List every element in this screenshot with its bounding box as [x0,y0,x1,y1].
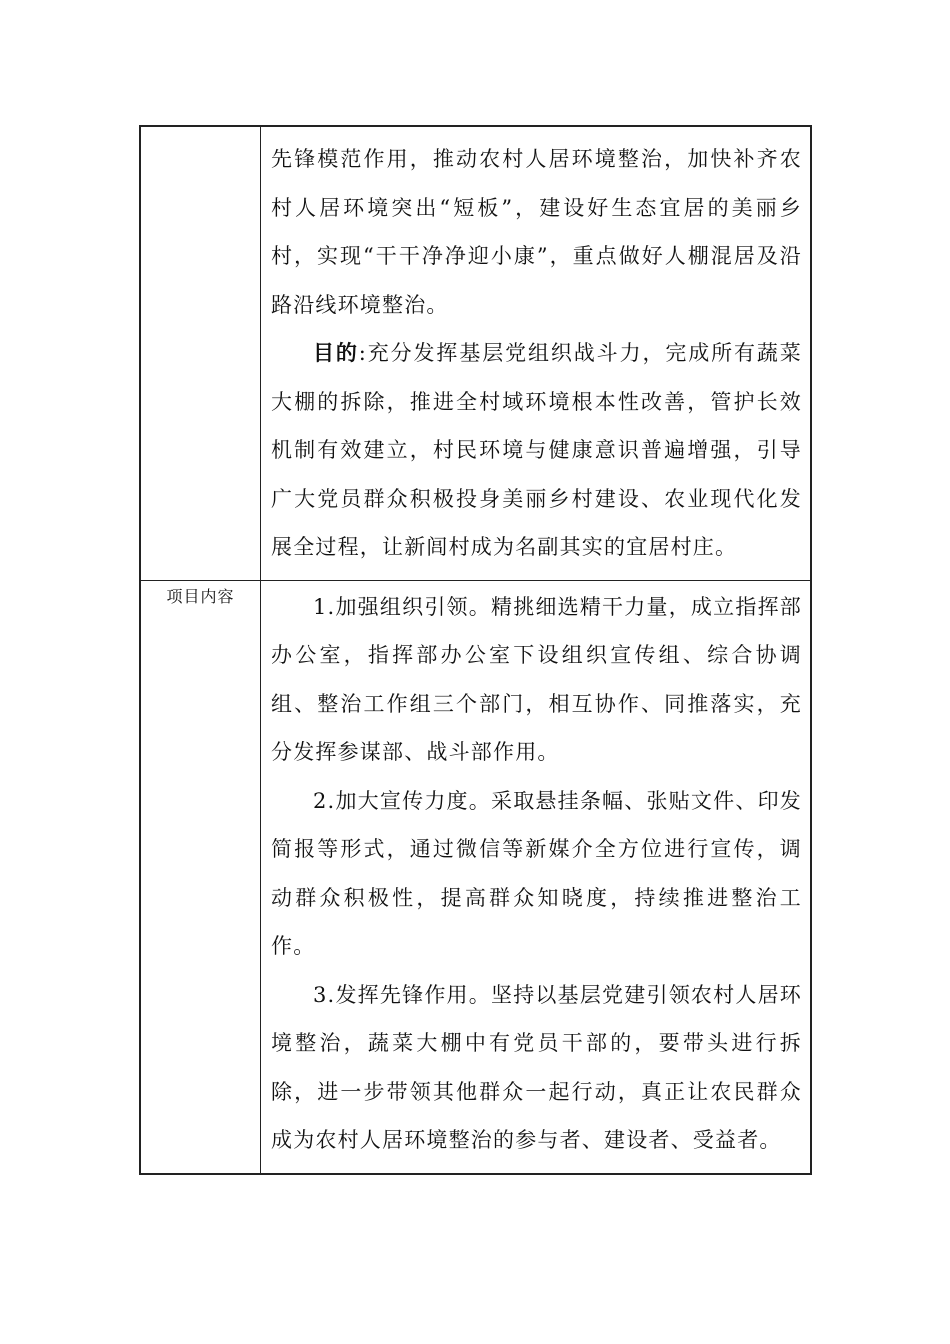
row-label-cell [140,580,261,1174]
cell-body [261,127,810,580]
paragraph-text: :充分发挥基层党组织战斗力，完成所有蔬菜大棚的拆除，推进全村域环境根本性改善，管护长效机制有效建立，村民环境与健康意识普遍增强，引导广大党员群众积极投身美丽乡村建设、农业现代化发展全过程，让新闾村成为名副其实的宜居村庄。 [271,341,803,559]
paragraph [271,329,802,572]
paragraph: 1.加强组织引领。精挑细选精干力量，成立指挥部办公室，指挥部办公室下设组织宣传组、综合协调组、整治工作组三个部门，相互协作、同推落实，充分发挥参谋部、战斗部作用。 [271,594,802,764]
document-table [139,125,812,1175]
cell-body [261,581,810,1173]
paragraph: 先锋模范作用，推动农村人居环境整治，加快补齐农村人居环境突出“短板”，建设好生态宜居的美丽乡村，实现“干干净净迎小康”，重点做好人棚混居及沿路沿线环境整治。 [271,147,802,317]
paragraph: 3.发挥先锋作用。坚持以基层党建引领农村人居环境整治，蔬菜大棚中有党员干部的，要带头进行拆除，进一步带领其他群众一起行动，真正让农民群众成为农村人居环境整治的参与者、建设者、受益者。 [271,982,802,1152]
paragraph: 2.加大宣传力度。采取悬挂条幅、张贴文件、印发简报等形式，通过微信等新媒介全方位进行宣传，调动群众积极性，提高群众知晓度，持续推进整治工作。 [271,788,802,958]
paragraph-heading: 目的 [313,341,359,365]
table-row [140,580,811,1174]
row-label-cell [140,126,261,580]
table-row [140,126,811,580]
row-content-cell [261,126,812,580]
row-label: 项目内容 [166,586,235,606]
row-content-cell [261,580,812,1174]
